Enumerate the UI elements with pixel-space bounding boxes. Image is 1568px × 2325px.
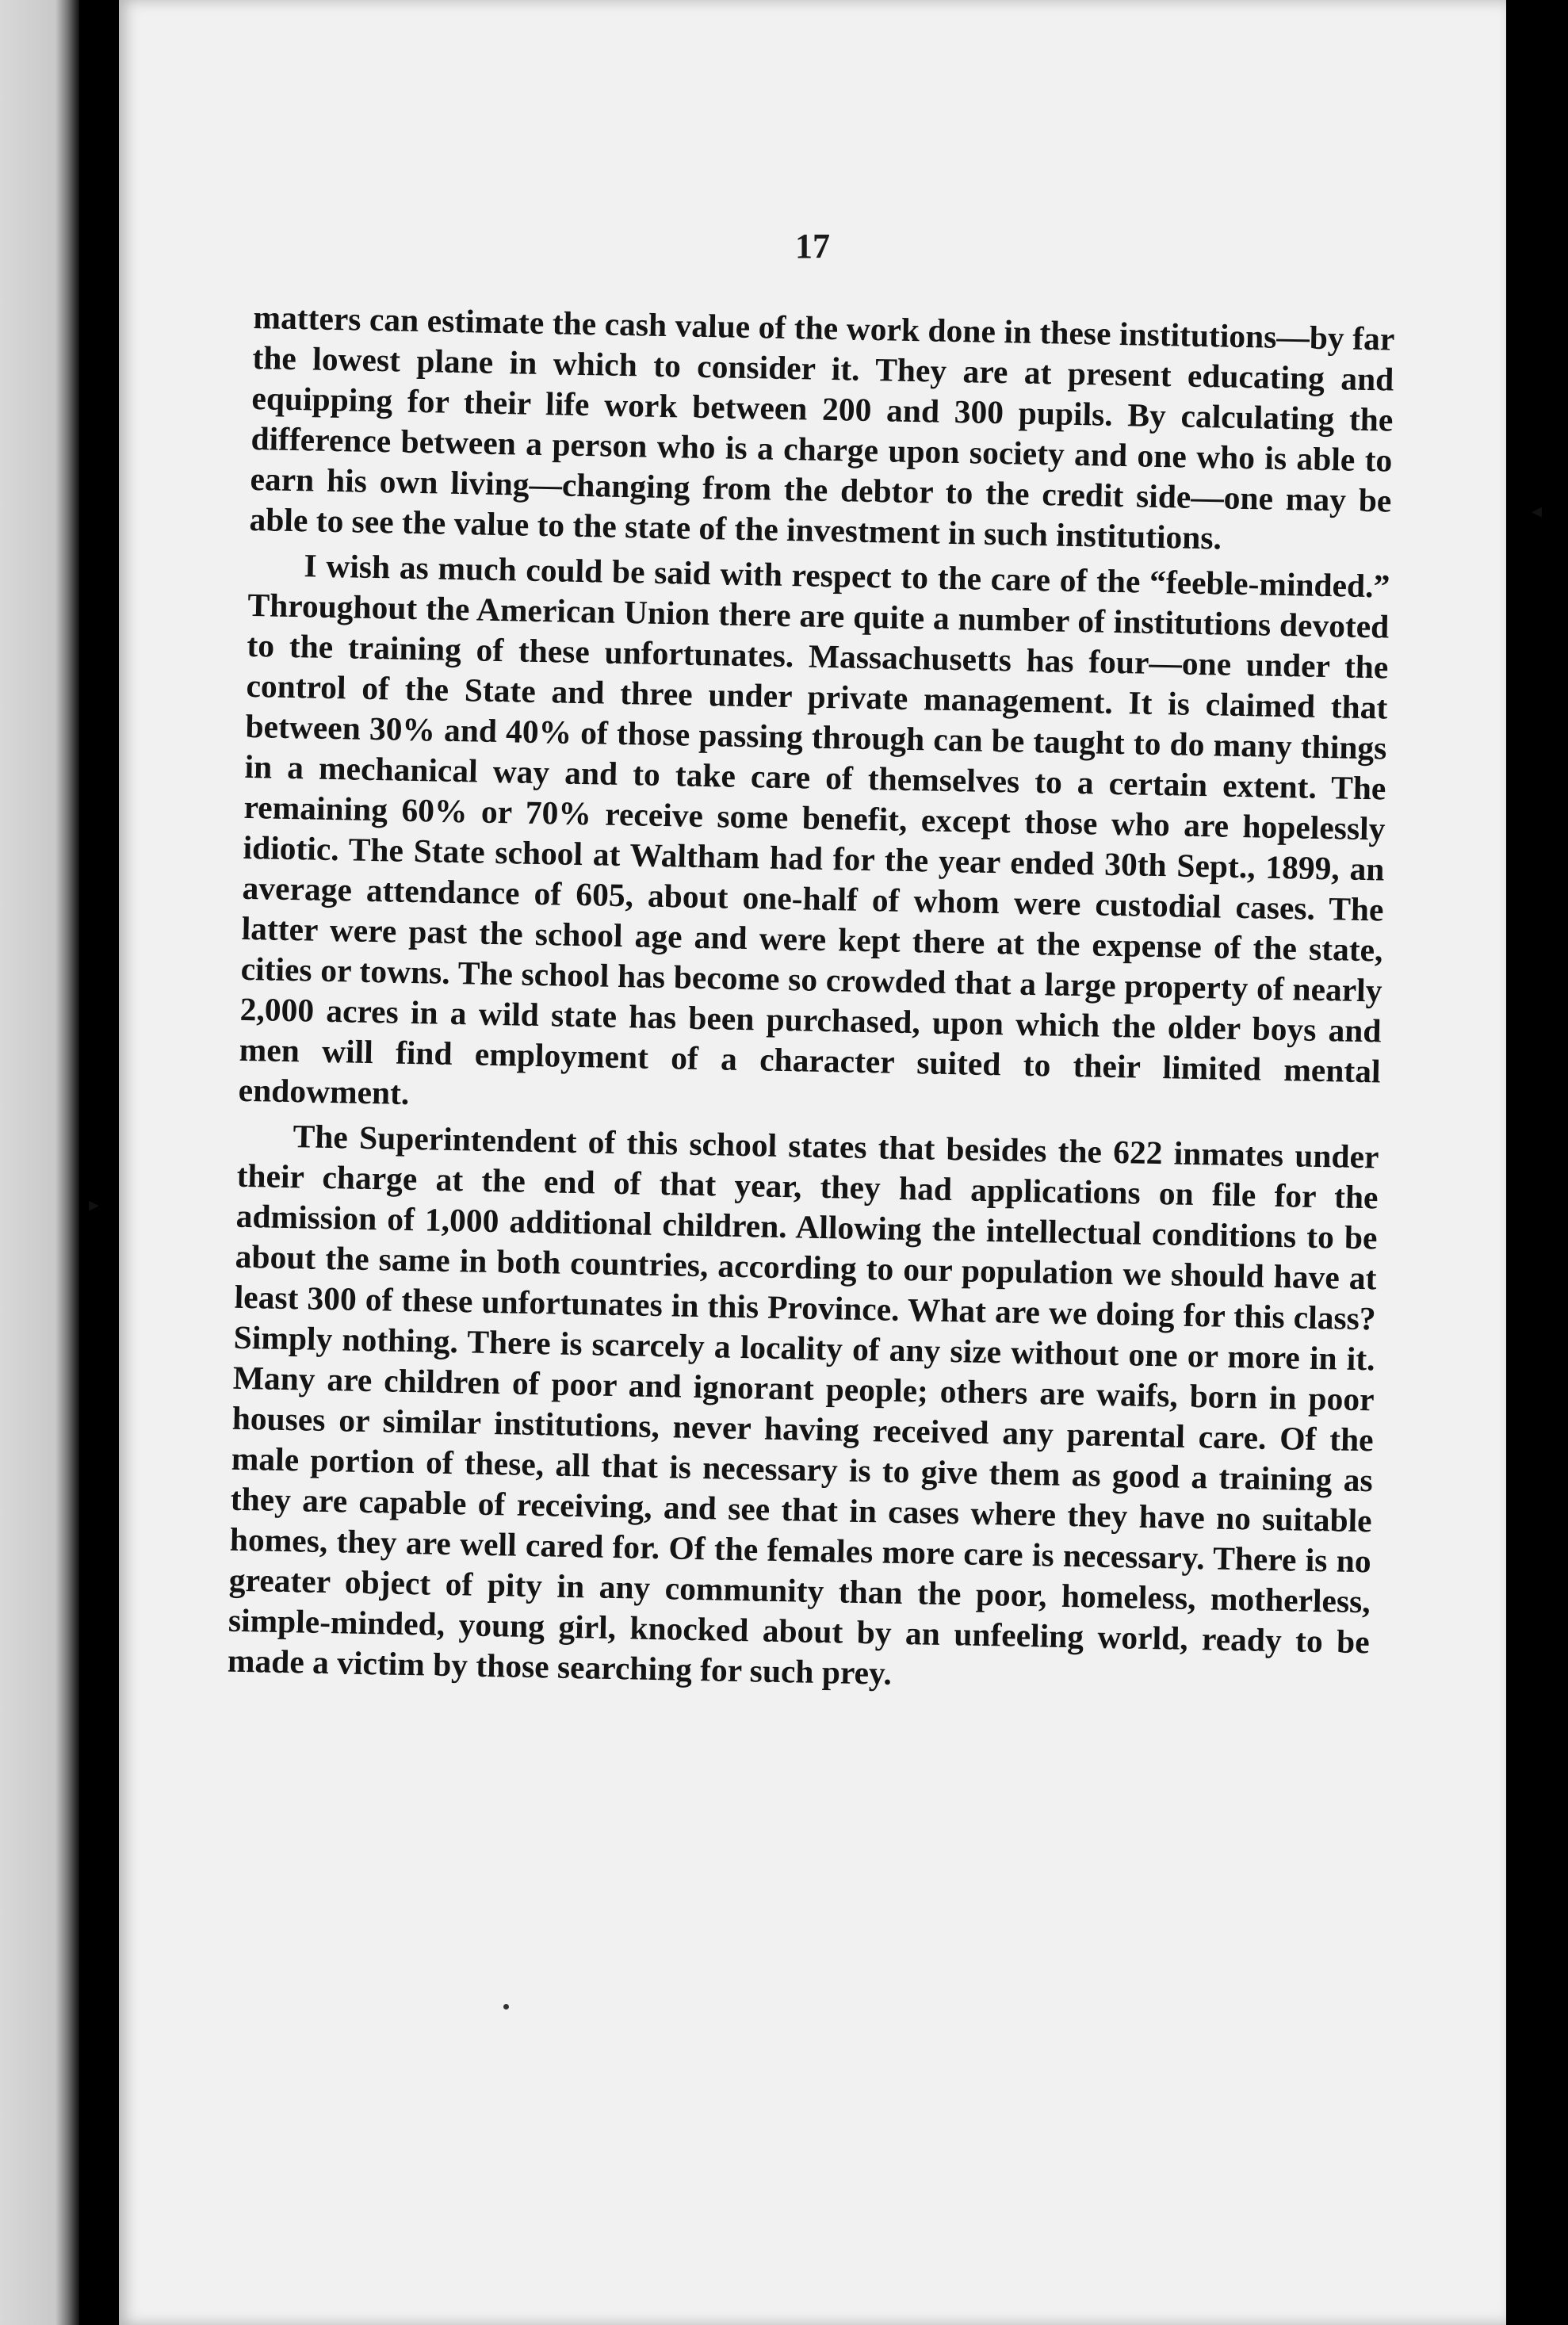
margin-mark: ◂ (1532, 499, 1543, 522)
scanned-page (119, 0, 1506, 2325)
paragraph-2: I wish as much could be said with respect to the care of the “feeble-minded.” Throughout the American Union there are quite a number of institutions devoted to the training of these unfortunates. Massachusetts has four—one under the control of the State and three under private management. It is claimed that between 30% and 40% of those passing through can be taught to do many things in a mechanical way and to take care of themselves to a certain extent. The remaining 60% or 70% receive some benefit, except those who are hopelessly idiotic. The State school at Waltham had for the year ended 30th Sept., 1899, an average attendance of 605, about one-half of whom were custodial cases. The latter were past the school age and were kept there at the expense of the state, cities or towns. The school has become so crowded that a large property of nearly 2,000 acres in a wild state has been purchased, upon which the older boys and men will find employment of a character suited to their limited mental endowment. (238, 547, 1390, 1111)
paragraph-1: matters can estimate the cash value of the work done in these institutions—by far the lowest plane in which to consider it. They are at present educating and equipping for their life work between 200 and 300 pupils. By calculating the difference between a person who is a charge upon society and one who is able to earn his own living—changing from the debtor to the credit side—one may be able to see the value to the state of the investment in such institutions. (249, 298, 1395, 556)
ink-speck (503, 2004, 509, 2010)
page-number: 17 (795, 227, 830, 266)
body-text (227, 297, 1394, 1703)
adjacent-page-edge (0, 0, 79, 2325)
paragraph-3: The Superintendent of this school states that besides the 622 inmates under their charge at the end of that year, they had applications on file for the admission of 1,000 additional children. Allowing the intellectual conditions to be about the same in both countries, according to our population we should have at least 300 of these unfortunates in this Province. What are we doing for this class? Simply nothing. There is scarcely a locality of any size without one or more in it. Many are children of poor and ignorant people; others are waifs, born in poor houses or similar institutions, never having received any parental care. Of the male portion of these, all that is necessary is to give them as good a training as they are capable of receiving, and see that in cases where they have no suitable homes, they are well cared for. Of the females more care is necessary. There is no greater object of pity in any community than the poor, homeless, motherless, simple-minded, young girl, knocked about by an unfeeling world, ready to be made a victim by those searching for such prey. (227, 1118, 1379, 1692)
margin-mark: ▸ (89, 1193, 100, 1216)
